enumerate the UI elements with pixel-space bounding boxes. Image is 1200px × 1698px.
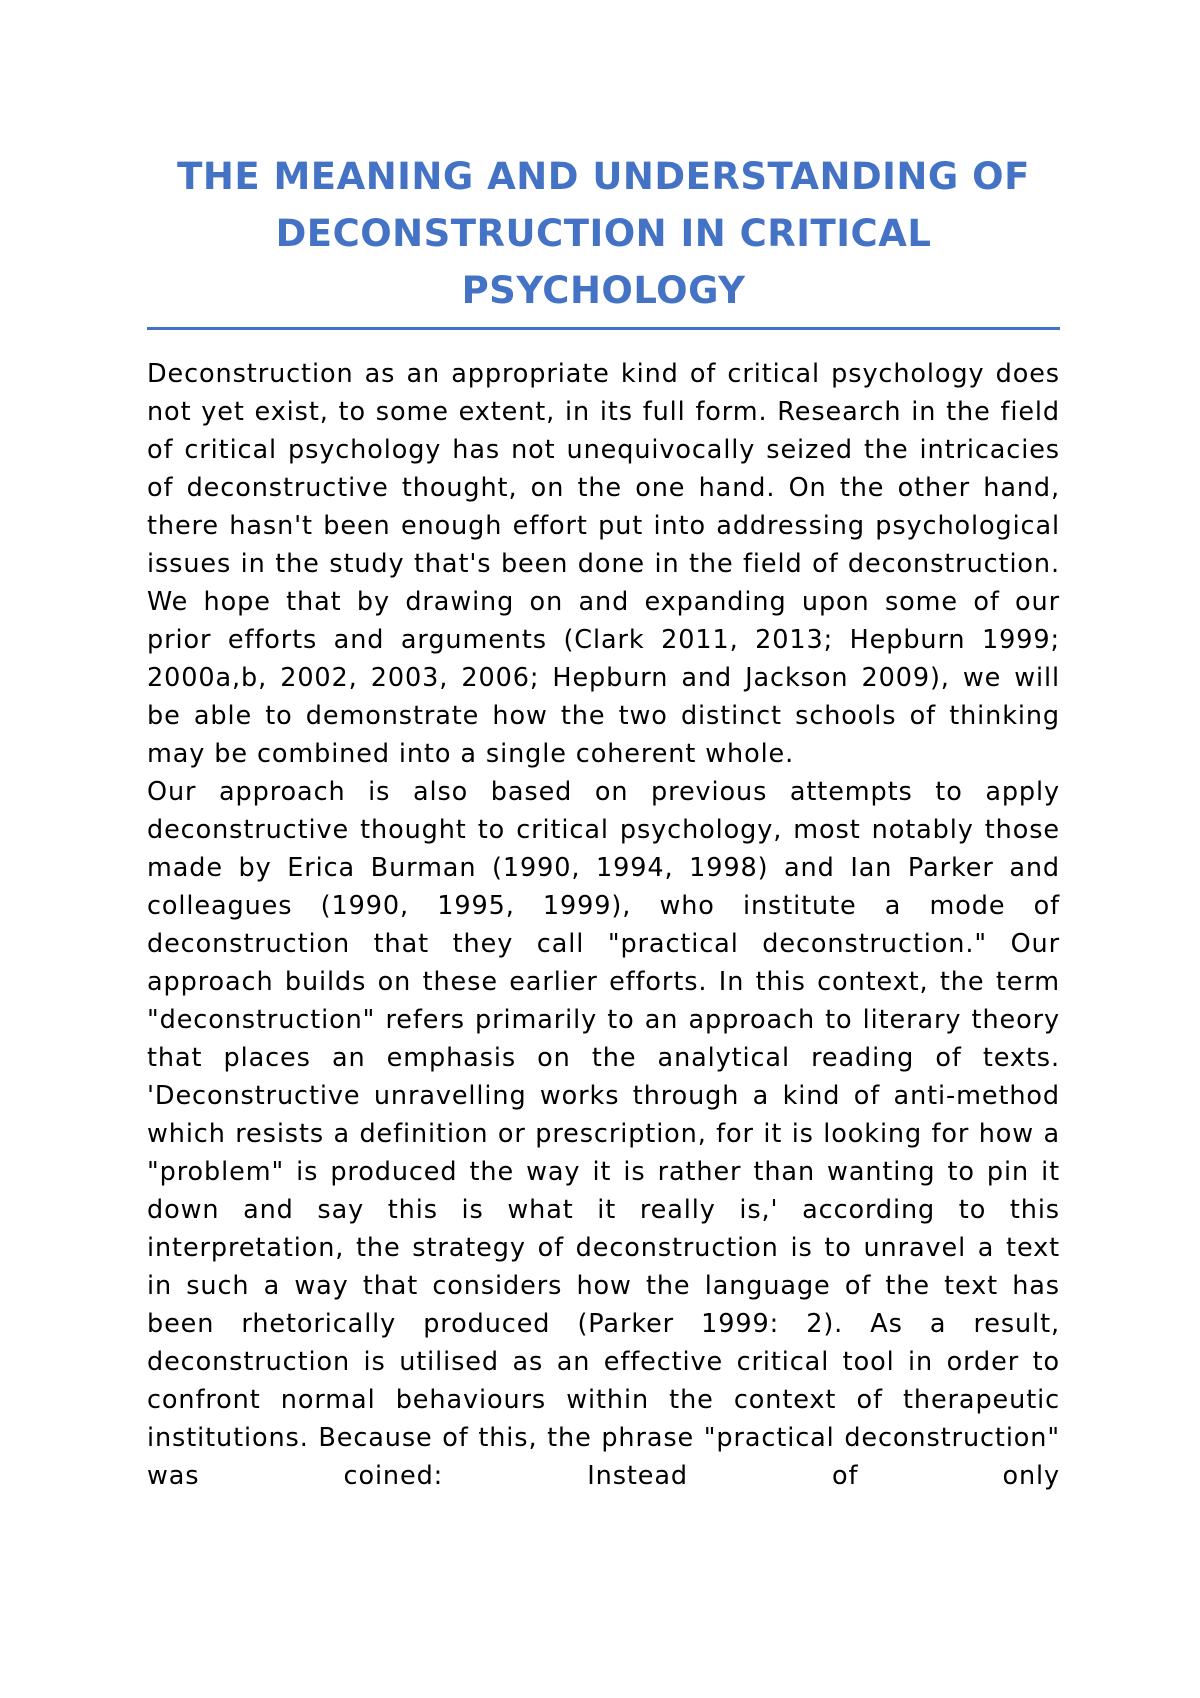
title-divider [147,327,1060,330]
body-paragraph: Deconstruction as an appropriate kind of critical psychology does not yet exist, to some extent, in its full form. Research in the field of critical psychology has not unequivocally seized the intricacies of deconstructive thought, on the one hand. On the other hand, there hasn't been enough effort put into addressing psychological issues in the study that's been done in the field of deconstruction. We hope that by drawing on and expanding upon some of our prior efforts and arguments (Clark 2011, 2013; Hepburn 1999; 2000a,b, 2002, 2003, 2006; Hepburn and Jackson 2009), we will be able to demonstrate how the two distinct schools of thinking may be combined into a single coherent whole. [147,359,1060,769]
body-paragraph: Our approach is also based on previous attempts to apply deconstructive thought to critical psychology, most notably those made by Erica Burman (1990, 1994, 1998) and Ian Parker and colleagues (1990, 1995, 1999), who institute a mode of deconstruction that they call "practical deconstruction." Our approach builds on these earlier efforts. In this context, the term "deconstruction" refers primarily to an approach to literary theory that places an emphasis on the analytical reading of texts. 'Deconstructive unravelling works through a kind of anti-method which resists a definition or prescription, for it is looking for how a "problem" is produced the way it is rather than wanting to pin it down and say this is what it really is,' according to this interpretation, the strategy of deconstruction is to unravel a text in such a way that considers how the language of the text has been rhetorically produced (Parker 1999: 2). As a result, deconstruction is utilised as an effective critical tool in order to confront normal behaviours within the context of therapeutic institutions. Because of this, the phrase "practical deconstruction" was coined: Instead of only [147,777,1060,1491]
document-body [147,355,1060,1495]
document-page [147,148,1060,1495]
document-title: THE MEANING AND UNDERSTANDING OF DECONSTRUCTION IN CRITICAL PSYCHOLOGY [177,155,1030,312]
